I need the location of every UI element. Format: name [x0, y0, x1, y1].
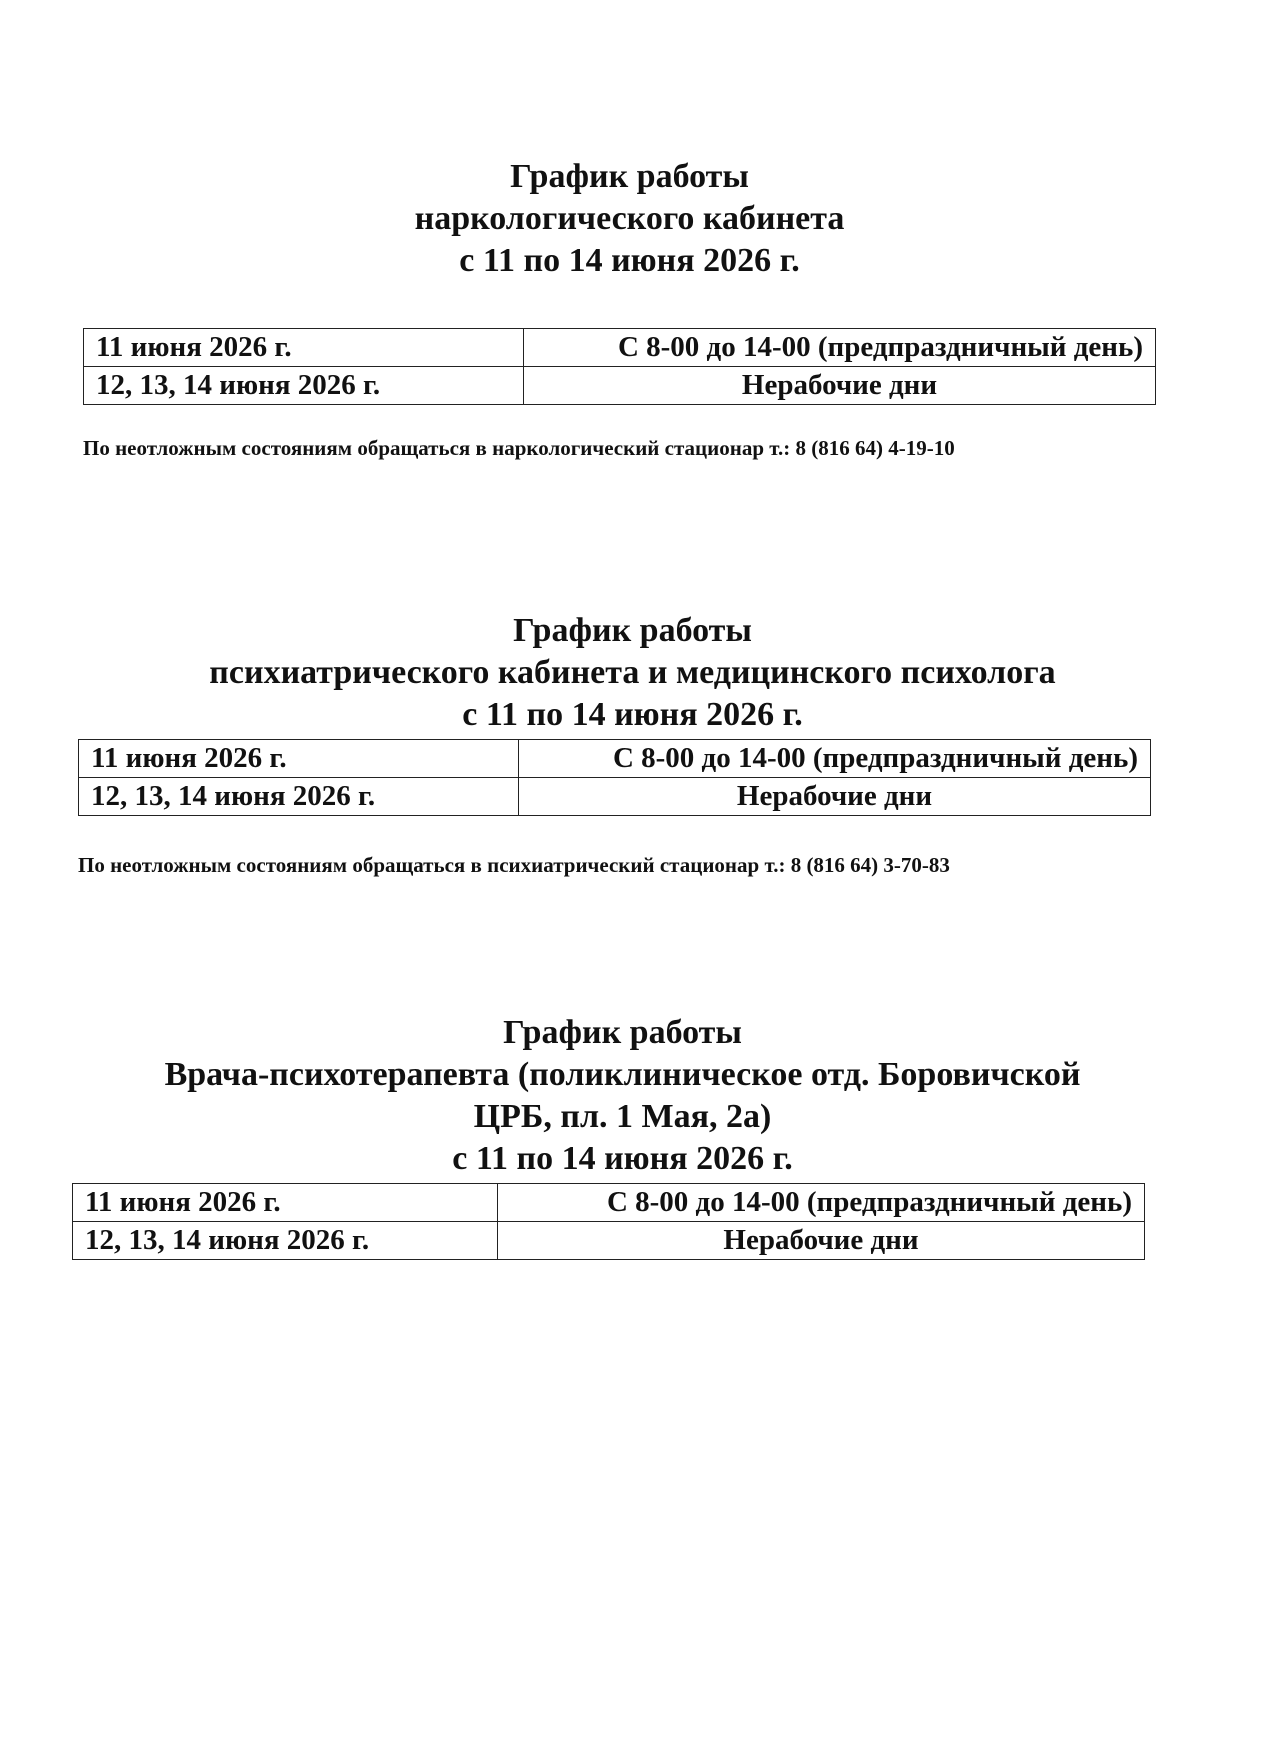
title-line: График работы: [503, 1014, 742, 1051]
hours-cell: С 8-00 до 14-00 (предпраздничный день): [524, 329, 1156, 367]
section-title: [0, 1012, 1275, 1180]
table-row: [79, 740, 1151, 778]
title-line: Врача-психотерапевта (поликлиническое отд. Боровичской: [164, 1056, 1081, 1093]
title-line: График работы: [513, 612, 752, 649]
table-row: [84, 367, 1156, 405]
table-row: [73, 1222, 1145, 1260]
emergency-note: По неотложным состояниям обращаться в наркологический стационар т.: 8 (816 64) 4-19-10: [83, 436, 955, 460]
table-row: [84, 329, 1156, 367]
title-line: с 11 по 14 июня 2026 г.: [459, 242, 800, 279]
date-cell: 11 июня 2026 г.: [73, 1184, 498, 1222]
title-line: с 11 по 14 июня 2026 г.: [462, 696, 803, 733]
section-narcology: [0, 156, 1275, 282]
hours-cell: С 8-00 до 14-00 (предпраздничный день): [498, 1184, 1145, 1222]
date-cell: 12, 13, 14 июня 2026 г.: [84, 367, 524, 405]
hours-cell: Нерабочие дни: [524, 367, 1156, 405]
date-cell: 12, 13, 14 июня 2026 г.: [73, 1222, 498, 1260]
table-row: [73, 1184, 1145, 1222]
schedule-table: [78, 739, 1151, 816]
section-psychiatry: [0, 610, 1275, 736]
date-cell: 12, 13, 14 июня 2026 г.: [79, 778, 519, 816]
hours-cell: Нерабочие дни: [498, 1222, 1145, 1260]
section-title: [0, 610, 1275, 736]
schedule-table: [83, 328, 1156, 405]
hours-cell: Нерабочие дни: [519, 778, 1151, 816]
section-psychotherapist: [0, 1012, 1275, 1180]
table-row: [79, 778, 1151, 816]
title-line: психиатрического кабинета и медицинского психолога: [209, 654, 1056, 691]
schedule-table: [72, 1183, 1145, 1260]
title-line: наркологического кабинета: [414, 200, 845, 237]
title-line: с 11 по 14 июня 2026 г.: [452, 1140, 793, 1177]
date-cell: 11 июня 2026 г.: [84, 329, 524, 367]
hours-cell: С 8-00 до 14-00 (предпраздничный день): [519, 740, 1151, 778]
emergency-note: По неотложным состояниям обращаться в психиатрический стационар т.: 8 (816 64) 3-70-83: [78, 853, 950, 877]
title-line: График работы: [510, 158, 749, 195]
date-cell: 11 июня 2026 г.: [79, 740, 519, 778]
title-line: ЦРБ, пл. 1 Мая, 2а): [473, 1098, 772, 1135]
section-title: [0, 156, 1275, 282]
